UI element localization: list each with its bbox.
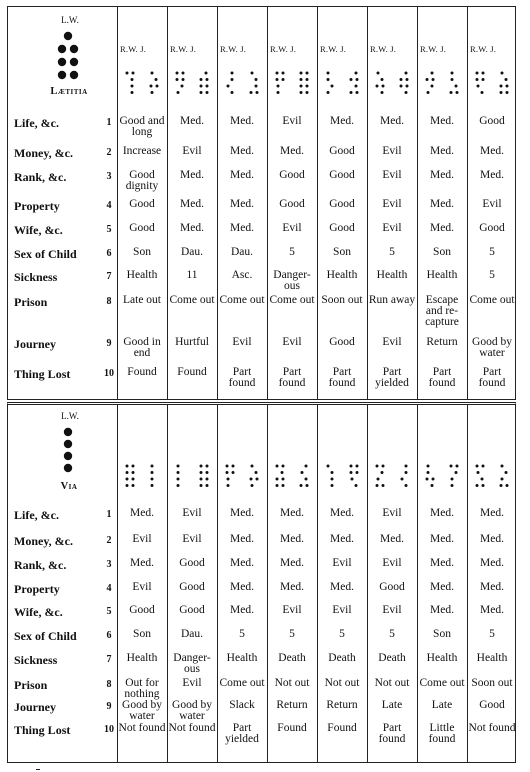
- rw-figure-icon: [275, 463, 285, 489]
- geomancy-table-page: [7, 6, 516, 763]
- judge-figure-icon: [149, 463, 159, 489]
- lw-label: L.W.: [61, 411, 79, 421]
- row-number: 7: [106, 271, 112, 282]
- judge-figure-icon: [199, 70, 209, 96]
- table-cell: Med.: [480, 533, 504, 545]
- laetitia-main-figure-icon: [56, 31, 80, 83]
- table-cell: Good: [479, 222, 505, 234]
- table-cell: Med.: [430, 507, 454, 519]
- table-cell: Health: [376, 269, 408, 281]
- row-number: 4: [106, 583, 112, 594]
- table-cell: 5: [489, 246, 495, 258]
- via-main-figure-icon: [61, 427, 75, 477]
- table-cell: Good: [129, 198, 155, 210]
- row-number: 5: [106, 224, 112, 235]
- table-cell: Med.: [230, 222, 254, 234]
- table-cell: Return: [426, 336, 458, 348]
- table-cell: Med.: [130, 557, 154, 569]
- table-cell: Med.: [330, 507, 354, 519]
- rwj-header: R.W. J.: [120, 44, 147, 54]
- table-cell: Evil: [382, 336, 402, 348]
- table-cell: 11: [186, 269, 198, 281]
- table-cell: Good: [329, 145, 355, 157]
- table-cell: 5: [389, 628, 395, 640]
- judge-figure-icon: [449, 70, 459, 96]
- table-cell: Good: [329, 336, 355, 348]
- table-cell: Med.: [330, 533, 354, 545]
- table-cell: Evil: [182, 145, 202, 157]
- table-cell: Med.: [230, 115, 254, 127]
- table-cell: Part yielded: [225, 722, 259, 745]
- table-cell: Evil: [382, 145, 402, 157]
- table-cell: Not found: [168, 722, 216, 734]
- row-number: 4: [106, 200, 112, 211]
- table-cell: Good by water: [472, 336, 512, 359]
- table-cell: Med.: [280, 507, 304, 519]
- row-number: 10: [104, 724, 114, 735]
- table-cell: 5: [339, 628, 345, 640]
- table-cell: Escape and re- capture: [425, 294, 459, 328]
- table-cell: Little found: [428, 722, 456, 745]
- judge-figure-icon: [449, 463, 459, 489]
- table-cell: Med.: [430, 115, 454, 127]
- rw-figure-icon: [425, 70, 435, 96]
- table-cell: Evil: [332, 557, 352, 569]
- table-cell: 5: [489, 269, 495, 281]
- judge-figure-icon: [199, 463, 209, 489]
- row-label: Thing Lost: [14, 367, 71, 381]
- row-label: Sickness: [14, 270, 58, 284]
- table-cell: Late out: [123, 294, 161, 306]
- table-cell: Good: [279, 169, 305, 181]
- row-number: 9: [106, 338, 112, 349]
- rwj-header: R.W. J.: [170, 44, 197, 54]
- table-cell: Good by water: [172, 699, 212, 722]
- row-number: 3: [106, 559, 112, 570]
- row-label: Property: [14, 199, 60, 213]
- table-cell: Med.: [230, 198, 254, 210]
- table-cell: Come out: [419, 677, 465, 689]
- table-cell: Danger- ous: [273, 269, 311, 292]
- table-cell: Med.: [330, 581, 354, 593]
- rw-figure-icon: [425, 463, 435, 489]
- table-cell: Med.: [330, 115, 354, 127]
- table-cell: Come out: [219, 677, 265, 689]
- row-label: Property: [14, 582, 60, 596]
- table-cell: Evil: [132, 581, 152, 593]
- table-cell: 5: [489, 628, 495, 640]
- table-cell: Med.: [230, 145, 254, 157]
- table-cell: Part found: [478, 366, 506, 389]
- table-cell: Med.: [180, 222, 204, 234]
- table-cell: Med.: [480, 604, 504, 616]
- table-cell: Part found: [378, 722, 406, 745]
- table-cell: Death: [278, 652, 306, 664]
- table-cell: Med.: [180, 169, 204, 181]
- table-cell: Evil: [382, 169, 402, 181]
- table-cell: Med.: [430, 222, 454, 234]
- table-cell: Med.: [480, 507, 504, 519]
- table-cell: Evil: [382, 198, 402, 210]
- table-cell: Evil: [132, 533, 152, 545]
- table-cell: Good: [479, 115, 505, 127]
- table-cell: 5: [289, 628, 295, 640]
- table-cell: Med.: [430, 557, 454, 569]
- judge-figure-icon: [399, 70, 409, 96]
- table-cell: Med.: [430, 581, 454, 593]
- laetitia-section: [7, 6, 516, 400]
- table-cell: Soon out: [471, 677, 513, 689]
- table-cell: 5: [239, 628, 245, 640]
- laetitia-title: Lætitia: [50, 86, 88, 97]
- table-cell: Found: [277, 722, 307, 734]
- table-cell: Good and long: [119, 115, 165, 138]
- table-cell: Good: [129, 222, 155, 234]
- judge-figure-icon: [349, 463, 359, 489]
- table-cell: Come out: [469, 294, 515, 306]
- via-section: [7, 402, 516, 763]
- row-label: Journey: [14, 700, 56, 714]
- judge-figure-icon: [149, 70, 159, 96]
- table-cell: Evil: [382, 557, 402, 569]
- table-cell: Part found: [228, 366, 256, 389]
- row-number: 1: [106, 509, 112, 520]
- row-number: 2: [106, 535, 112, 546]
- rw-figure-icon: [125, 70, 135, 96]
- table-cell: Med.: [380, 533, 404, 545]
- lw-label: L.W.: [61, 15, 79, 25]
- row-number: 5: [106, 606, 112, 617]
- judge-figure-icon: [399, 463, 409, 489]
- row-label: Sex of Child: [14, 247, 77, 261]
- table-cell: Not out: [274, 677, 310, 689]
- rw-figure-icon: [225, 70, 235, 96]
- row-label: Sickness: [14, 653, 58, 667]
- row-label: Wife, &c.: [14, 223, 63, 237]
- table-cell: Evil: [182, 677, 202, 689]
- table-cell: Good: [379, 581, 405, 593]
- table-cell: Evil: [482, 198, 502, 210]
- row-number: 3: [106, 171, 112, 182]
- table-cell: Soon out: [321, 294, 363, 306]
- table-cell: 5: [289, 246, 295, 258]
- table-cell: Good: [179, 581, 205, 593]
- table-cell: Run away: [368, 294, 416, 306]
- row-number: 7: [106, 654, 112, 665]
- row-label: Prison: [14, 678, 48, 692]
- table-cell: Part found: [328, 366, 356, 389]
- rw-figure-icon: [475, 463, 485, 489]
- page-mark: [36, 769, 40, 770]
- table-cell: Return: [276, 699, 308, 711]
- table-cell: Dau.: [230, 246, 254, 258]
- rw-figure-icon: [125, 463, 135, 489]
- table-cell: Evil: [232, 336, 252, 348]
- table-cell: Slack: [229, 699, 255, 711]
- table-cell: Med.: [480, 169, 504, 181]
- table-cell: Med.: [430, 604, 454, 616]
- table-cell: Med.: [230, 581, 254, 593]
- judge-figure-icon: [299, 70, 309, 96]
- row-label: Money, &c.: [14, 534, 73, 548]
- table-cell: Evil: [382, 222, 402, 234]
- judge-figure-icon: [499, 463, 509, 489]
- table-cell: Not out: [374, 677, 410, 689]
- table-cell: Out for nothing: [124, 677, 160, 700]
- rw-figure-icon: [275, 70, 285, 96]
- table-cell: Med.: [230, 507, 254, 519]
- table-cell: Good: [479, 699, 505, 711]
- table-cell: Evil: [382, 604, 402, 616]
- table-cell: Evil: [282, 336, 302, 348]
- table-cell: Health: [426, 269, 458, 281]
- rwj-header: R.W. J.: [470, 44, 497, 54]
- table-cell: Evil: [282, 222, 302, 234]
- table-cell: Med.: [480, 581, 504, 593]
- table-cell: Part yielded: [375, 366, 409, 389]
- table-cell: Evil: [382, 507, 402, 519]
- table-cell: Health: [126, 269, 158, 281]
- row-label: Rank, &c.: [14, 170, 67, 184]
- table-cell: Not found: [468, 722, 516, 734]
- table-cell: Health: [426, 652, 458, 664]
- table-cell: Good: [329, 169, 355, 181]
- table-cell: Med.: [430, 198, 454, 210]
- table-cell: Son: [433, 246, 451, 258]
- rw-figure-icon: [325, 463, 335, 489]
- table-cell: Health: [326, 269, 358, 281]
- table-cell: Evil: [332, 604, 352, 616]
- table-cell: Good: [329, 222, 355, 234]
- table-cell: Late: [381, 699, 403, 711]
- table-cell: Dau.: [180, 628, 204, 640]
- rwj-header: R.W. J.: [420, 44, 447, 54]
- table-cell: Dau.: [180, 246, 204, 258]
- rw-figure-icon: [375, 463, 385, 489]
- table-cell: Part found: [428, 366, 456, 389]
- table-cell: Evil: [182, 507, 202, 519]
- table-cell: 5: [389, 246, 395, 258]
- judge-figure-icon: [349, 70, 359, 96]
- table-cell: Med.: [230, 604, 254, 616]
- table-cell: Not out: [324, 677, 360, 689]
- table-cell: Good: [179, 557, 205, 569]
- row-number: 8: [106, 679, 112, 690]
- rw-figure-icon: [175, 463, 185, 489]
- table-cell: Come out: [219, 294, 265, 306]
- row-label: Prison: [14, 295, 48, 309]
- table-cell: Increase: [122, 145, 162, 157]
- table-cell: Med.: [130, 507, 154, 519]
- table-cell: Evil: [282, 115, 302, 127]
- table-cell: Med.: [430, 533, 454, 545]
- table-cell: Son: [333, 246, 351, 258]
- row-number: 2: [106, 147, 112, 158]
- table-cell: Not found: [118, 722, 166, 734]
- table-cell: Part found: [278, 366, 306, 389]
- table-cell: Med.: [180, 115, 204, 127]
- judge-figure-icon: [249, 463, 259, 489]
- table-cell: Come out: [169, 294, 215, 306]
- table-cell: Good: [179, 604, 205, 616]
- table-cell: Late: [431, 699, 453, 711]
- table-cell: Death: [378, 652, 406, 664]
- rw-figure-icon: [225, 463, 235, 489]
- row-number: 10: [104, 368, 114, 379]
- judge-figure-icon: [299, 463, 309, 489]
- rwj-header: R.W. J.: [320, 44, 347, 54]
- row-number: 9: [106, 701, 112, 712]
- rw-figure-icon: [375, 70, 385, 96]
- table-cell: Med.: [280, 557, 304, 569]
- rwj-header: R.W. J.: [370, 44, 397, 54]
- row-number: 6: [106, 630, 112, 641]
- table-cell: Good: [129, 604, 155, 616]
- table-cell: Evil: [282, 604, 302, 616]
- table-cell: Good in end: [123, 336, 161, 359]
- rw-figure-icon: [325, 70, 335, 96]
- row-label: Journey: [14, 337, 56, 351]
- row-number: 8: [106, 296, 112, 307]
- row-number: 6: [106, 248, 112, 259]
- table-cell: Evil: [182, 533, 202, 545]
- table-cell: Return: [326, 699, 358, 711]
- table-cell: Med.: [480, 145, 504, 157]
- table-cell: Med.: [230, 557, 254, 569]
- rw-figure-icon: [175, 70, 185, 96]
- table-cell: Med.: [430, 145, 454, 157]
- table-cell: Health: [476, 652, 508, 664]
- table-cell: Health: [126, 652, 158, 664]
- table-cell: Med.: [480, 557, 504, 569]
- table-cell: Found: [327, 722, 357, 734]
- table-cell: Asc.: [231, 269, 253, 281]
- rw-figure-icon: [475, 70, 485, 96]
- table-cell: Son: [133, 628, 151, 640]
- table-cell: Come out: [269, 294, 315, 306]
- table-cell: Danger- ous: [173, 652, 211, 675]
- row-label: Money, &c.: [14, 146, 73, 160]
- table-cell: Son: [133, 246, 151, 258]
- table-cell: Med.: [280, 533, 304, 545]
- row-number: 1: [106, 117, 112, 128]
- table-cell: Med.: [230, 533, 254, 545]
- table-cell: Health: [226, 652, 258, 664]
- table-cell: Good: [279, 198, 305, 210]
- table-cell: Med.: [430, 169, 454, 181]
- row-label: Life, &c.: [14, 508, 59, 522]
- rwj-header: R.W. J.: [220, 44, 247, 54]
- row-label: Life, &c.: [14, 116, 59, 130]
- table-cell: Med.: [230, 169, 254, 181]
- table-cell: Med.: [180, 198, 204, 210]
- table-cell: Med.: [280, 145, 304, 157]
- table-cell: Found: [177, 366, 207, 378]
- via-title: Via: [60, 481, 78, 492]
- table-cell: Good dignity: [125, 169, 159, 192]
- table-cell: Med.: [280, 581, 304, 593]
- table-cell: Hurtful: [175, 336, 209, 348]
- table-cell: Good by water: [122, 699, 162, 722]
- rwj-header: R.W. J.: [270, 44, 297, 54]
- row-label: Rank, &c.: [14, 558, 67, 572]
- table-cell: Good: [329, 198, 355, 210]
- row-label: Wife, &c.: [14, 605, 63, 619]
- table-cell: Med.: [380, 115, 404, 127]
- row-label: Thing Lost: [14, 723, 71, 737]
- judge-figure-icon: [499, 70, 509, 96]
- table-cell: Death: [328, 652, 356, 664]
- judge-figure-icon: [249, 70, 259, 96]
- row-label: Sex of Child: [14, 629, 77, 643]
- table-cell: Son: [433, 628, 451, 640]
- table-cell: Found: [127, 366, 157, 378]
